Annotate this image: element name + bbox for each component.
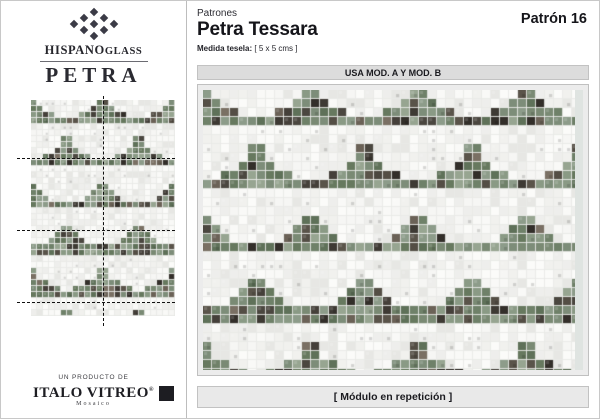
italo-vitreo-logo [33,385,154,407]
right-panel [187,1,599,418]
diamond-dot [99,26,107,34]
diamond-dot [79,26,87,34]
diamond-dot [79,14,87,22]
diamond-dot [99,14,107,22]
produced-by-label: UN PRODUCTO DE [58,374,129,381]
header-text-block [197,8,318,53]
pattern-mosaic [203,90,583,370]
pattern-mosaic-canvas [203,90,575,370]
left-panel [1,1,187,418]
diamond-dot [109,20,117,28]
module-mosaic-canvas [31,100,175,316]
repeat-band: [ Módulo en repetición ] [197,386,589,408]
usa-mod-band: USA MOD. A Y MOD. B [197,65,589,80]
diamond-dot [89,8,97,16]
brand-sub: PETRA [45,63,142,87]
header [187,1,599,63]
italo-sub: Mosaico [76,401,111,407]
registered-mark: ® [148,387,154,393]
italo-square-icon [159,386,174,401]
brand-name-main: HISPANO [44,43,105,57]
brand-logo [1,9,186,86]
brand-divider [40,61,148,62]
measure-value: [ 5 x 5 cms ] [254,43,298,53]
header-kicker: Patrones [197,8,238,19]
pattern-frame [197,84,589,376]
diamond-dot [89,20,97,28]
module-mosaic [31,100,175,316]
diamond-dot [89,32,97,40]
diamond-cluster-icon [64,9,124,39]
module-diagram [17,96,175,326]
brand-name [1,43,186,58]
left-footer [1,374,186,410]
pattern-number: Patrón 16 [520,11,587,27]
brand-name-second: GLASS [104,46,143,57]
italo-name [33,385,154,402]
italo-company: ITALO VITREO [33,385,149,401]
page-title: Petra Tessara [197,19,318,40]
diamond-dot [69,20,77,28]
measure-line [197,44,318,53]
measure-label: Medida tesela: [197,43,253,53]
